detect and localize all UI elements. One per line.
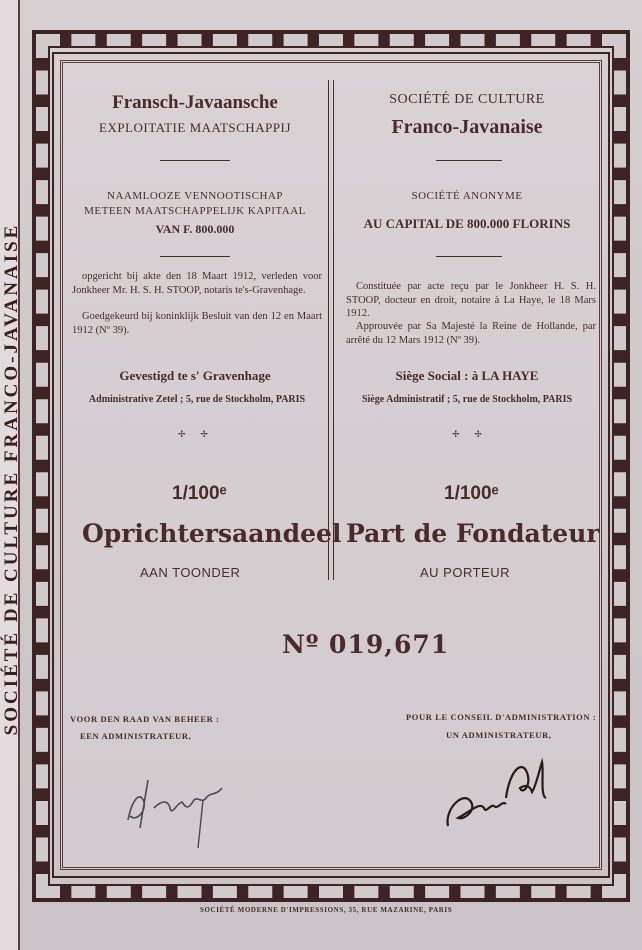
left-share-title: Oprichtersaandeel [82,519,342,548]
left-paragraph-1: opgericht bij akte den 18 Maart 1912, verleden voor Jonkheer Mr. H. S. H. STOOP, notaris te's-Gravenhage. [72,271,322,296]
left-company-type-line2: METEEN MAATSCHAPPELIJK KAPITAAL [84,205,306,217]
right-capital: AU CAPITAL DE 800.000 FLORINS [363,216,571,231]
right-title-line1: SOCIÉTÉ DE CULTURE [389,92,545,107]
edge-text: SOCIÉTÉ DE CULTURE FRANCO-JAVANAISE [1,222,22,736]
left-signature [118,760,238,850]
left-bearer: AAN TOONDER [140,565,241,580]
left-title-line1: Fransch-Javaansche [112,92,278,113]
right-signature [436,748,566,838]
right-rule-1 [436,160,502,161]
right-share-title: Part de Fondateur [346,519,600,548]
left-rule-1 [160,160,230,161]
right-company-type: SOCIÉTÉ ANONYME [411,190,523,202]
left-title-line2: EXPLOITATIE MAATSCHAPPIJ [99,120,291,135]
right-ornament: ✢ ✢ [452,430,488,440]
left-company-type-line1: NAAMLOOZE VENNOOTISCHAP [107,190,283,202]
left-ornament: ✢ ✢ [178,430,214,440]
center-divider [328,80,334,580]
left-capital: VAN F. 800.000 [155,222,235,236]
serial-number: Nº 019,671 [282,630,450,659]
right-bearer: AU PORTEUR [420,565,510,580]
left-admin-seat: Administrative Zetel ; 5, rue de Stockholm, PARIS [88,394,306,405]
left-sig-line2: EEN ADMINISTRATEUR, [80,731,192,741]
left-paragraph-2: Goedgekeurd bij koninklijk Besluit van den 12 en Maart 1912 (Nº 39). [72,311,322,336]
right-sig-line1: POUR LE CONSEIL D'ADMINISTRATION : [406,712,597,722]
printer-imprint: SOCIÉTÉ MODERNE D'IMPRESSIONS, 35, RUE MAZARINE, PARIS [200,906,453,914]
torn-edge-strip [0,0,20,950]
left-seat: Gevestigd te s' Gravenhage [119,368,271,383]
right-title-line2: Franco-Javanaise [391,116,543,138]
right-seat: Siège Social : à LA HAYE [395,368,539,383]
left-sig-line1: VOOR DEN RAAD VAN BEHEER : [70,714,220,724]
right-fraction: 1/100ᵉ [444,483,499,504]
right-paragraph-1: Constituée par acte reçu par le Jonkheer H. S. H. STOOP, docteur en droit, notaire à La Haye, le 18 Mars 1912. [346,281,596,319]
right-admin-seat: Siège Administratif ; 5, rue de Stockholm, PARIS [361,394,573,405]
left-rule-2 [160,256,230,257]
right-sig-line2: UN ADMINISTRATEUR, [446,730,552,740]
left-fraction: 1/100ᵉ [172,483,227,504]
right-paragraph-2: Approuvée par Sa Majesté la Reine de Hollande, par arrêté du 12 Mars 1912 (Nº 39). [346,321,596,346]
right-rule-2 [436,256,502,257]
